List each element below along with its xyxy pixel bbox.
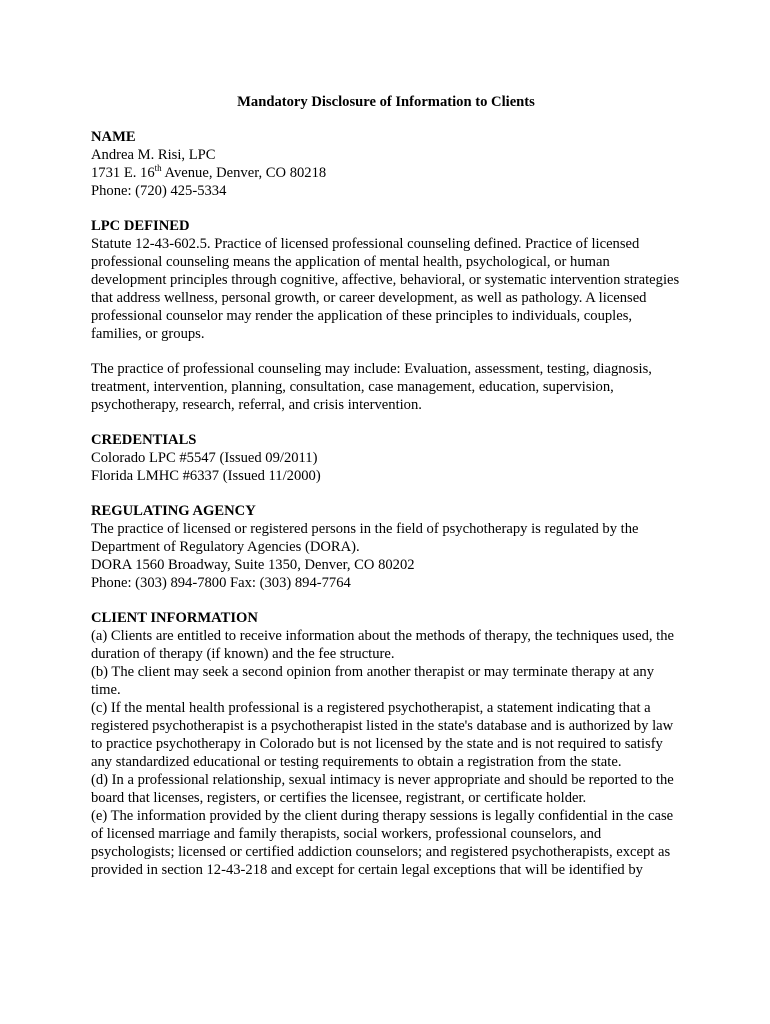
client-info-item: (a) Clients are entitled to receive information about the methods of therapy, the techniques used, the duration of therapy (if known) and the fee structure. xyxy=(91,628,675,662)
lpc-defined-section xyxy=(91,217,681,414)
lpc-practice-paragraph: The practice of professional counseling may include: Evaluation, assessment, testing, diagnosis, treatment, intervention, planning, consultation, case management, education, supervision, psychotherapy, research, referral, and crisis intervention. xyxy=(91,361,652,413)
counselor-phone: Phone: (720) 425-5334 xyxy=(91,183,227,199)
regulating-agency-section xyxy=(91,502,681,592)
document-page xyxy=(91,93,681,896)
regulating-agency-paragraph: The practice of licensed or registered persons in the field of psychotherapy is regulated by the Department of Regulatory Agencies (DORA). xyxy=(91,521,639,555)
credential-item: Colorado LPC #5547 (Issued 09/2011) xyxy=(91,450,318,466)
client-information-section xyxy=(91,609,681,879)
regulating-agency-heading: REGULATING AGENCY xyxy=(91,503,256,519)
client-info-item: (b) The client may seek a second opinion from another therapist or may terminate therapy at any time. xyxy=(91,664,655,698)
document-title: Mandatory Disclosure of Information to Clients xyxy=(237,94,535,110)
lpc-defined-heading: LPC DEFINED xyxy=(91,218,190,234)
dora-phone-fax: Phone: (303) 894-7800 Fax: (303) 894-7764 xyxy=(91,575,351,591)
counselor-name: Andrea M. Risi, LPC xyxy=(91,147,216,163)
client-info-item: (c) If the mental health professional is a registered psychotherapist, a statement indicating that a registered psychotherapist is a psychotherapist listed in the state's database and is authorized by law to practice psychotherapy in Colorado but is not licensed by the state and is not required to satisfy any standardized educational or testing requirements to obtain a registration from the state. xyxy=(91,700,674,770)
client-info-item: (e) The information provided by the client during therapy sessions is legally confidential in the case of licensed marriage and family therapists, social workers, professional counselors, and psychologists; licensed or certified addiction counselors; and registered psychotherapists, except as provided in section 12-43-218 and except for certain legal exceptions that will be identified by xyxy=(91,808,674,878)
address-ordinal-suffix: th xyxy=(154,163,162,174)
credentials-heading: CREDENTIALS xyxy=(91,432,197,448)
credential-item: Florida LMHC #6337 (Issued 11/2000) xyxy=(91,468,321,484)
address-street: Avenue, Denver, CO 80218 xyxy=(161,165,327,181)
address-number: 1731 E. 16 xyxy=(91,165,155,181)
name-heading: NAME xyxy=(91,129,136,145)
client-info-item: (d) In a professional relationship, sexual intimacy is never appropriate and should be reported to the board that licenses, registers, or certifies the licensee, registrant, or certificate holder. xyxy=(91,772,674,806)
client-information-heading: CLIENT INFORMATION xyxy=(91,610,258,626)
counselor-address xyxy=(91,164,681,182)
credentials-section xyxy=(91,431,681,485)
name-section xyxy=(91,128,681,200)
lpc-statute-paragraph: Statute 12-43-602.5. Practice of licensed professional counseling defined. Practice of licensed professional counseling means the application of mental health, psychological, or human development principles through cognitive, affective, behavioral, or systematic intervention strategies that address wellness, personal growth, or career development, as well as pathology. A licensed professional counselor may render the application of these principles to individuals, couples, families, or groups. xyxy=(91,236,680,342)
dora-address: DORA 1560 Broadway, Suite 1350, Denver, CO 80202 xyxy=(91,557,415,573)
